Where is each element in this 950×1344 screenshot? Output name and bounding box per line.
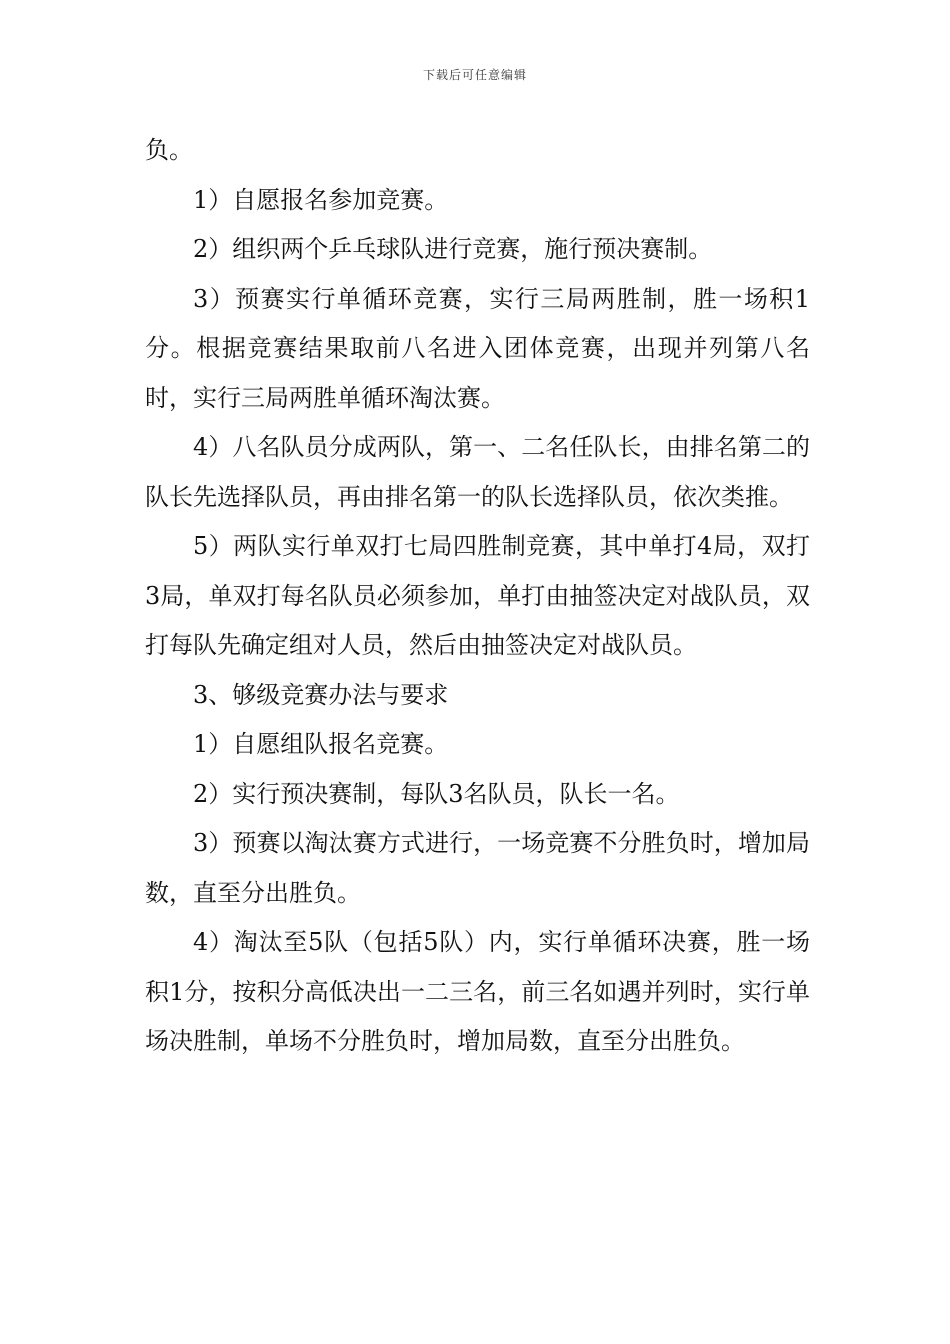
paragraph-gouji-item-1: 1）自愿组队报名竞赛。 bbox=[193, 730, 449, 758]
paragraph-item-1-registration: 1）自愿报名参加竞赛。 bbox=[193, 185, 449, 214]
paragraph-gouji-item-3: 3）预赛以淘汰赛方式进行，一场竞赛不分胜负时，增加局数，直至分出胜负。 bbox=[145, 829, 810, 907]
paragraph-gouji-item-4: 4）淘汰至5队（包括5队）内，实行单循环决赛，胜一场积1分，按积分高低决出一二三名，前三名如遇并列时，实行单场决胜制，单场不分胜负时，增加局数，直至分出胜负。 bbox=[145, 928, 810, 1055]
paragraph-continuation: 负。 bbox=[145, 136, 193, 164]
document-body bbox=[145, 126, 810, 1067]
paragraph-item-3-preliminary: 3）预赛实行单循环竞赛，实行三局两胜制，胜一场积1分。根据竞赛结果取前八名进入团体竞赛，出现并列第八名时，实行三局两胜单循环淘汰赛。 bbox=[145, 284, 810, 412]
paragraph-gouji-item-2: 2）实行预决赛制，每队3名队员，队长一名。 bbox=[193, 779, 680, 808]
paragraph-item-4-team-split: 4）八名队员分成两队，第一、二名任队长，由排名第二的队长先选择队员，再由排名第一的队长选择队员，依次类推。 bbox=[145, 433, 810, 511]
page-header: 下载后可任意编辑 bbox=[422, 68, 527, 82]
section-heading-gouji: 3、够级竞赛办法与要求 bbox=[193, 680, 449, 709]
paragraph-item-5-match-format: 5）两队实行单双打七局四胜制竞赛，其中单打4局，双打3局，单双打每名队员必须参加，单打由抽签决定对战队员，双打每队先确定组对人员，然后由抽签决定对战队员。 bbox=[145, 532, 810, 659]
paragraph-item-2-teams: 2）组织两个乒乓球队进行竞赛，施行预决赛制。 bbox=[193, 235, 713, 263]
